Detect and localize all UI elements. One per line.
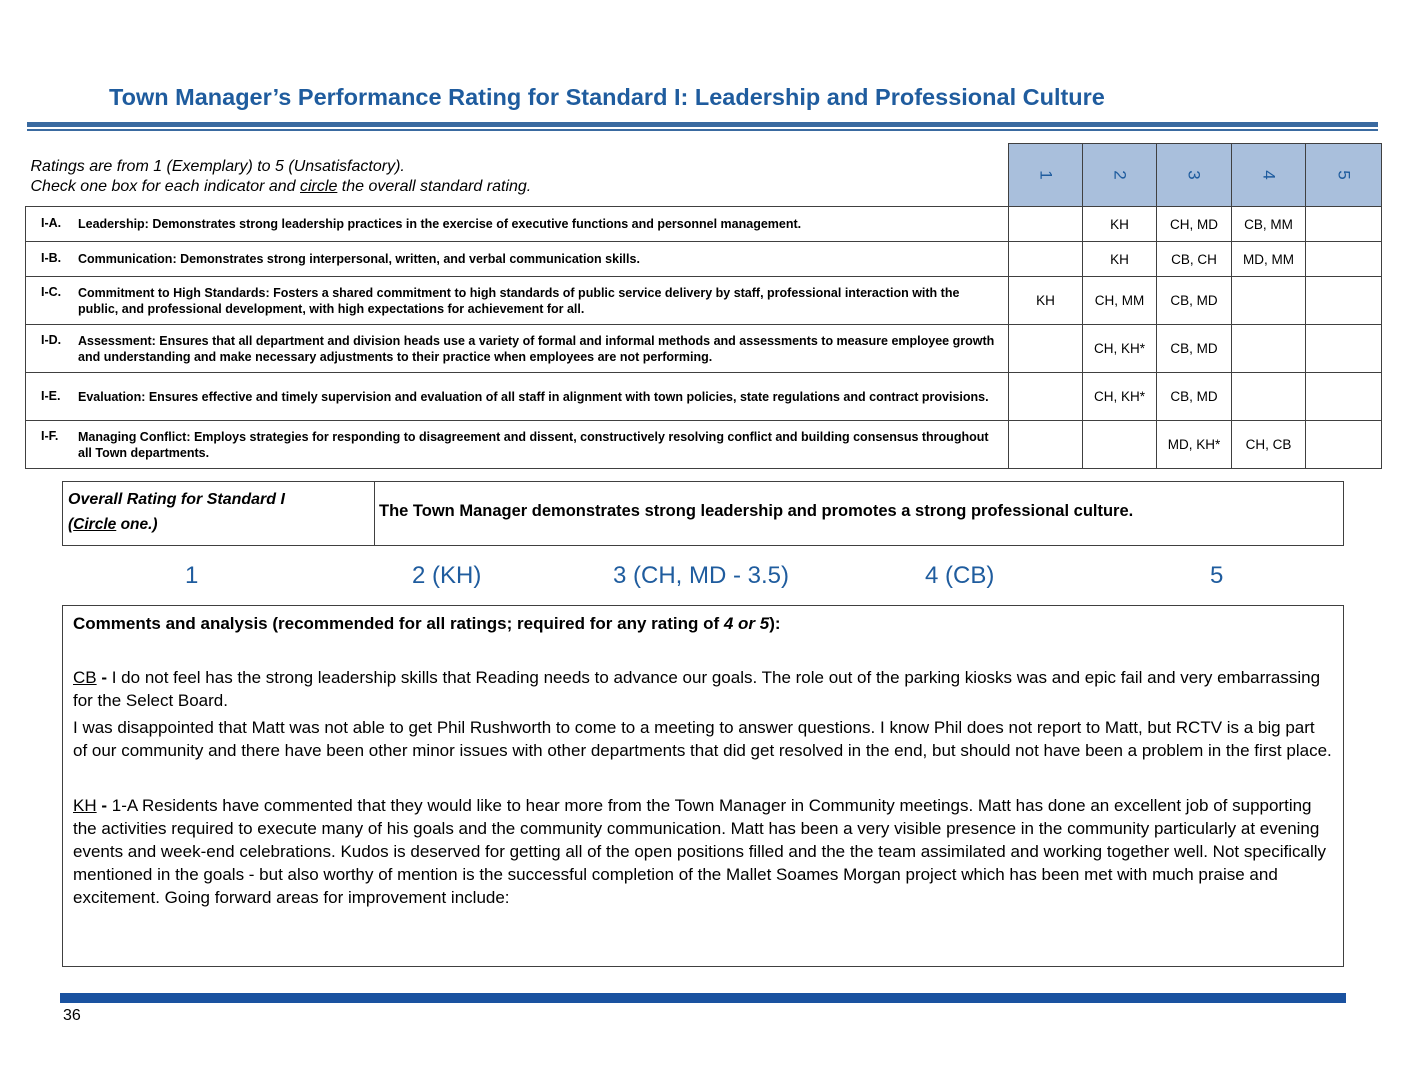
overall-scale-option-3[interactable]: 3 (CH, MD - 3.5) xyxy=(613,562,790,589)
comment-dash: - xyxy=(96,668,112,687)
indicator-cell xyxy=(26,277,1009,325)
overall-scale-option-5[interactable]: 5 xyxy=(1210,562,1224,589)
circle-one-note xyxy=(68,516,374,534)
indicator-text: Evaluation: Ensures effective and timely supervision and evaluation of all staff in alignment with town policies, state regulations and contract provisions. xyxy=(78,389,989,404)
overall-scale-option-1[interactable]: 1 xyxy=(185,562,199,589)
rating-cell[interactable]: CB, CH xyxy=(1157,242,1232,277)
rating-cell[interactable]: CH, KH* xyxy=(1083,373,1157,421)
rating-cell[interactable]: CH, CB xyxy=(1232,421,1306,469)
rating-cell[interactable]: CB, MD xyxy=(1157,325,1232,373)
indicator-cell xyxy=(26,242,1009,277)
footer-bar xyxy=(60,993,1346,1003)
instructions-line-2 xyxy=(31,177,1009,197)
rating-cell[interactable]: MD, KH* xyxy=(1157,421,1232,469)
instructions-line-1: Ratings are from 1 (Exemplary) to 5 (Unsatisfactory). xyxy=(30,157,405,175)
instructions-text: Check one box for each indicator and xyxy=(30,177,300,195)
indicator-row xyxy=(26,421,1382,469)
rating-cell[interactable] xyxy=(1009,207,1083,242)
rating-cell[interactable] xyxy=(1009,373,1083,421)
indicator-cell xyxy=(26,207,1009,242)
rating-cell[interactable]: CH, KH* xyxy=(1083,325,1157,373)
indicator-cell xyxy=(26,325,1009,373)
rating-cell[interactable]: KH xyxy=(1083,207,1157,242)
rating-header-label: 4 xyxy=(1259,170,1279,180)
indicator-code: I-B. xyxy=(41,251,62,265)
rating-header-label: 5 xyxy=(1334,170,1354,180)
rating-cell[interactable] xyxy=(1306,242,1382,277)
rating-header-1 xyxy=(1009,144,1083,207)
overall-rating-label: Overall Rating for Standard I xyxy=(68,491,285,508)
rating-cell[interactable]: CB, MD xyxy=(1157,373,1232,421)
title-rule xyxy=(27,122,1378,127)
rating-cell[interactable]: CB, MM xyxy=(1232,207,1306,242)
comment-dash: - xyxy=(96,796,112,815)
commenter-initials: KH xyxy=(73,796,97,815)
rating-cell[interactable] xyxy=(1306,373,1382,421)
rating-cell[interactable] xyxy=(1306,325,1382,373)
indicator-text: Commitment to High Standards: Fosters a shared commitment to high standards of public service delivery by staff, professional interaction with the public, and professional development, with high expectations for achievement for all. xyxy=(78,285,960,316)
rating-cell[interactable] xyxy=(1009,325,1083,373)
instructions-text-end: the overall standard rating. xyxy=(337,177,532,195)
comments-heading-text: Comments and analysis (recommended for all ratings; required for any rating of xyxy=(73,614,724,633)
title-rule-thin xyxy=(27,129,1378,131)
rating-header-4 xyxy=(1232,144,1306,207)
comment-cb-2: I was disappointed that Matt was not able to get Phil Rushworth to come to a meeting to answer questions. I know Phil does not report to Matt, but RCTV is a big part of our community and there have been other minor issues with other departments that did get resolved in the end, but should not have been a problem in the first place. xyxy=(73,718,1332,760)
rating-header-label: 3 xyxy=(1185,170,1204,180)
rating-cell[interactable]: KH xyxy=(1083,242,1157,277)
rating-cell[interactable] xyxy=(1306,207,1382,242)
indicator-code: I-E. xyxy=(41,388,61,403)
comment-kh-1 xyxy=(73,794,1333,909)
comments-heading-italic: 4 or 5 xyxy=(723,614,770,633)
rating-cell[interactable]: CH, MD xyxy=(1157,207,1232,242)
indicator-row xyxy=(26,242,1382,277)
overall-scale-option-4[interactable]: 4 (CB) xyxy=(925,562,995,589)
rating-cell[interactable] xyxy=(1306,277,1382,325)
indicator-text: Managing Conflict: Employs strategies for responding to disagreement and dissent, constructively resolving conflict and building consensus throughout all Town departments. xyxy=(78,429,989,460)
rating-cell[interactable]: MD, MM xyxy=(1232,242,1306,277)
rating-cell[interactable] xyxy=(1009,421,1083,469)
rating-cell[interactable] xyxy=(1306,421,1382,469)
indicator-text: Assessment: Ensures that all department and division heads use a variety of formal and informal methods and assessments to measure employee growth and understanding and make necessary adjustments to their practice when employees are not performing. xyxy=(78,333,995,364)
rating-cell[interactable]: KH xyxy=(1009,277,1083,325)
rating-cell[interactable] xyxy=(1083,421,1157,469)
comments-heading-end: ): xyxy=(769,614,781,633)
ratings-header-row xyxy=(26,144,1382,207)
comment-cb-1 xyxy=(73,666,1333,712)
commenter-initials: CB xyxy=(73,668,97,687)
instructions-circle-word: circle xyxy=(300,177,338,195)
circle-paren: ( xyxy=(68,516,74,533)
overall-rating-label-cell xyxy=(63,482,375,545)
rating-cell[interactable] xyxy=(1232,325,1306,373)
comments-heading xyxy=(73,612,1333,635)
comments-box xyxy=(62,605,1344,967)
indicator-row xyxy=(26,325,1382,373)
ratings-table xyxy=(25,143,1382,469)
indicator-row xyxy=(26,277,1382,325)
rating-header-label: 1 xyxy=(1036,170,1056,180)
overall-scale-option-2[interactable]: 2 (KH) xyxy=(412,562,482,589)
indicator-cell xyxy=(26,421,1009,469)
rating-cell[interactable]: CH, MM xyxy=(1083,277,1157,325)
rating-cell[interactable]: CB, MD xyxy=(1157,277,1232,325)
indicator-cell xyxy=(26,373,1009,421)
indicator-code: I-C. xyxy=(41,284,62,299)
indicator-text: Leadership: Demonstrates strong leadership practices in the exercise of executive functions and personnel management. xyxy=(78,217,802,231)
rating-header-5 xyxy=(1306,144,1382,207)
rating-cell[interactable] xyxy=(1232,277,1306,325)
indicator-text: Communication: Demonstrates strong interpersonal, written, and verbal communication skills. xyxy=(78,252,640,266)
page-number: 36 xyxy=(63,1007,81,1024)
indicator-code: I-F. xyxy=(41,428,59,443)
rating-header-label: 2 xyxy=(1110,170,1130,180)
comment-text: 1-A Residents have commented that they would like to hear more from the Town Manager in Community meetings. Matt has done an excellent job of supporting the activities required to execute many of his goals and the community communication. Matt has been a very visible presence in the community particularly at evening events and week-end celebrations. Kudos is deserved for getting all of the open positions filled and the the team assimilated and working together well. Not specifically mentioned in the goals - but also worthy of mention is the successful completion of the Mallet Soames Morgan project which has been met with much praise and excitement. Going forward areas for improvement include: xyxy=(73,796,1327,907)
circle-word: Circle xyxy=(73,516,117,533)
indicator-row xyxy=(26,207,1382,242)
rating-cell[interactable] xyxy=(1009,242,1083,277)
indicator-code: I-A. xyxy=(41,216,62,230)
circle-rest: one.) xyxy=(116,516,158,533)
comment-text: I do not feel has the strong leadership skills that Reading needs to advance our goals. The role out of the parking kiosks was and epic fail and very embarrassing for the Select Board. xyxy=(73,668,1321,710)
rating-header-3 xyxy=(1157,144,1232,207)
page-title: Town Manager’s Performance Rating for Standard I: Leadership and Professional Culture xyxy=(109,84,1105,110)
rating-header-2 xyxy=(1083,144,1157,207)
overall-rating-box xyxy=(62,481,1344,546)
indicator-code: I-D. xyxy=(41,332,62,347)
indicator-row xyxy=(26,373,1382,421)
ratings-instructions xyxy=(26,144,1009,207)
rating-cell[interactable] xyxy=(1232,373,1306,421)
overall-statement: The Town Manager demonstrates strong leadership and promotes a strong professional culture. xyxy=(379,502,1134,520)
